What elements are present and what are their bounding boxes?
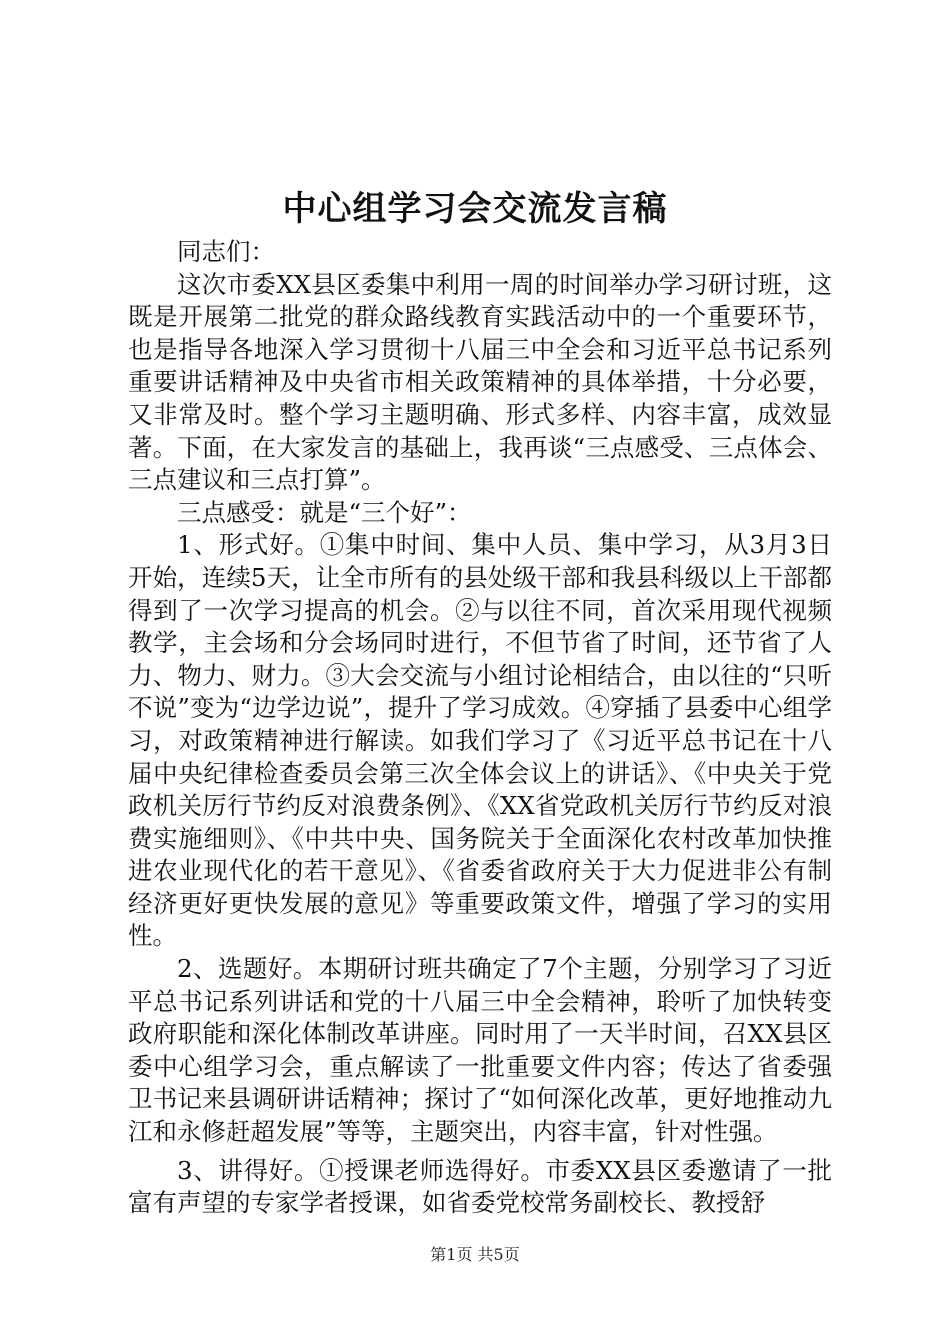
page-title: 中心组学习会交流发言稿 xyxy=(282,189,668,229)
paragraph-point-2: 2、选题好。本期研讨班共确定了7个主题，分别学习了习近平总书记系列讲话和党的十八届三中全会精神，聆听了加快转变政府职能和深化体制改革讲座。同时用了一天半时间，召XX县区委中心组学习会，重点解读了一批重要文件内容；传达了省委强卫书记来县调研讲话精神；探讨了“如何深化改革，更好地推动九江和永修赶超发展”等等，主题突出，内容丰富，针对性强。 xyxy=(128,954,832,1147)
document-body xyxy=(128,236,832,1220)
paragraph-salutation: 同志们： xyxy=(177,237,275,266)
paragraph-point-1: 1、形式好。①集中时间、集中人员、集中学习，从3月3日开始，连续5天，让全市所有的县处级干部和我县科级以上干部都得到了一次学习提高的机会。②与以往不同，首次采用现代视频教学，主会场和分会场同时进行，不但节省了时间，还节省了人力、物力、财力。③大会交流与小组讨论相结合，由以往的“只听不说”变为“边学边说”，提升了学习成效。④穿插了县委中心组学习，对政策精神进行解读。如我们学习了《习近平总书记在十八届中央纪律检查委员会第三次全体会议上的讲话》、《中央关于党政机关厉行节约反对浪费条例》、《XX省党政机关厉行节约反对浪费实施细则》、《中共中央、国务院关于全面深化农村改革加快推进农业现代化的若干意见》、《省委省政府关于大力促进非公有制经济更好更快发展的意见》等重要政策文件，增强了学习的实用性。 xyxy=(128,530,832,951)
paragraph-three-impressions: 三点感受：就是“三个好”： xyxy=(177,497,472,527)
paragraph-point-3: 3、讲得好。①授课老师选得好。市委XX县区委邀请了一批富有声望的专家学者授课，如省委党校常务副校长、教授舒 xyxy=(128,1155,832,1218)
page-footer: 第1页 共5页 xyxy=(430,1245,520,1264)
paragraph-intro: 这次市委XX县区委集中利用一周的时间举办学习研讨班，这既是开展第二批党的群众路线教育实践活动中的一个重要环节，也是指导各地深入学习贯彻十八届三中全会和习近平总书记系列重要讲话精神及中央省市相关政策精神的具体举措，十分必要，又非常及时。整个学习主题明确、形式多样、内容丰富，成效显著。下面，在大家发言的基础上，我再谈“三点感受、三点体会、三点建议和三点打算”。 xyxy=(128,269,832,495)
